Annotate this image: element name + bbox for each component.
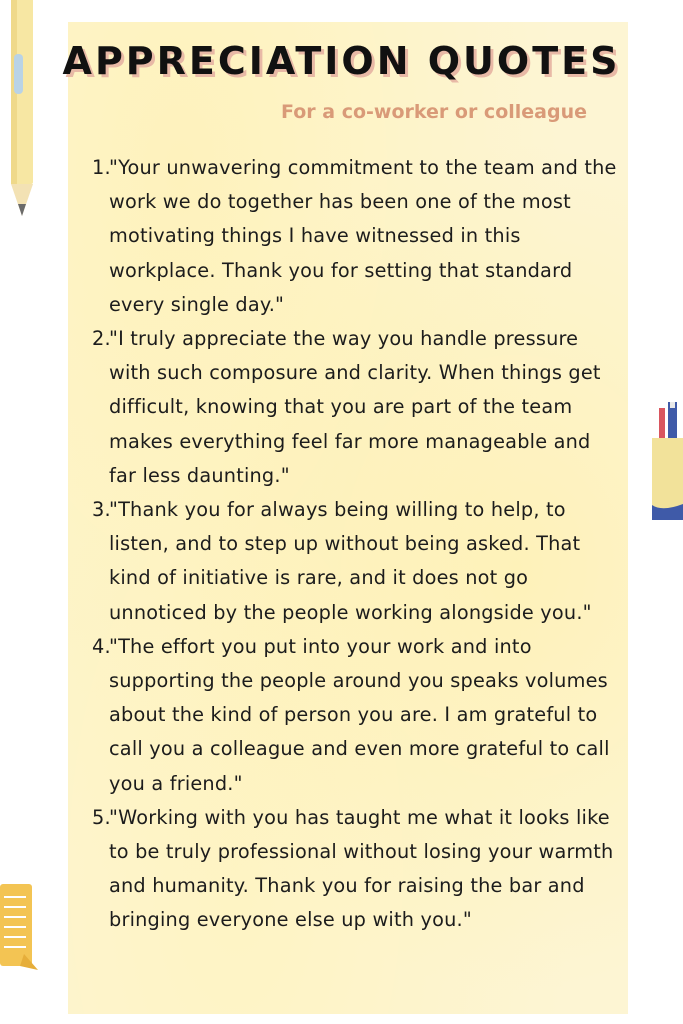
pencil-cup-icon — [652, 400, 683, 520]
page-title: APPRECIATION QUOTES — [62, 39, 621, 83]
quote-item-4 — [92, 630, 622, 801]
quote-number: 4. — [92, 634, 111, 658]
quote-text: "I truly appreciate the way you handle pressure with such composure and clarity. When things get difficult, knowing that you are part of the team makes everything feel far more manageable and far less daunting." — [109, 327, 601, 487]
quote-number: 5. — [92, 805, 111, 829]
pencil-icon — [3, 0, 37, 219]
quote-number: 3. — [92, 498, 111, 522]
quote-item-3 — [92, 493, 622, 630]
quote-text: "Your unwavering commitment to the team and the work we do together has been one of the most motivating things I have witnessed in this workplace. Thank you for setting that standard every single day." — [109, 156, 617, 316]
quote-item-2 — [92, 322, 622, 493]
quote-text: "The effort you put into your work and into supporting the people around you speaks volumes about the kind of person you are. I am grateful to call you a colleague and even more grateful to call you a friend." — [109, 634, 610, 795]
quote-text: "Thank you for always being willing to help, to listen, and to step up without being asked. That kind of initiative is rare, and it does not go unnoticed by the people working alongside you." — [109, 498, 592, 624]
notepad-icon — [0, 884, 38, 972]
quote-number: 2. — [92, 327, 111, 351]
quote-item-1 — [92, 151, 622, 322]
page-subtitle: For a co-worker or colleague — [281, 101, 587, 123]
quote-text: "Working with you has taught me what it looks like to be truly professional without losing your warmth and humanity. Thank you for raising the bar and bringing everyone else up with you." — [109, 805, 614, 932]
quote-item-5 — [92, 801, 622, 938]
quote-list — [92, 151, 622, 938]
quote-number: 1. — [92, 156, 111, 179]
